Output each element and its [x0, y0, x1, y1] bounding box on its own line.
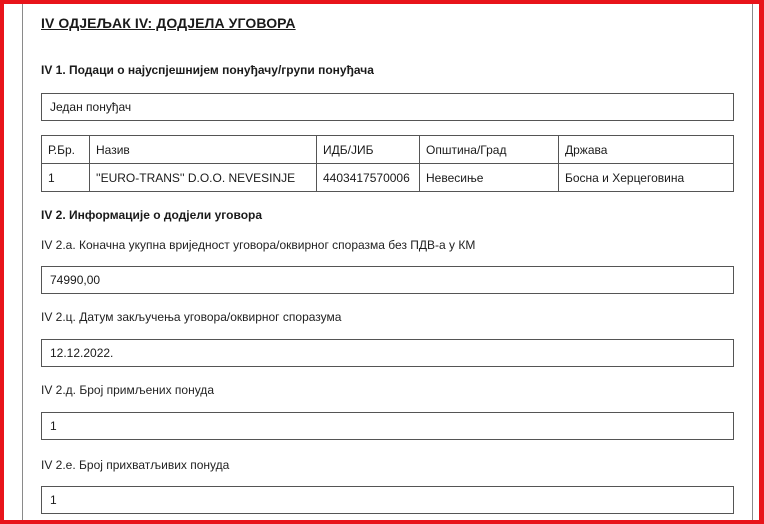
cell-name: ''EURO-TRANS'' D.O.O. NEVESINJE	[90, 164, 317, 192]
section-title: IV ОДЈЕЉАК IV: ДОДЈЕЛА УГОВОРА	[41, 15, 296, 31]
cell-id: 4403417570006	[317, 164, 420, 192]
col-header-number: Р.Бр.	[42, 136, 90, 164]
award-info-heading: IV 2. Информације о додјели уговора	[41, 208, 263, 222]
col-header-municipality: Општина/Град	[420, 136, 559, 164]
bidder-type-field: Један понуђач	[41, 93, 734, 121]
document-page	[22, 2, 753, 524]
col-header-name: Назив	[90, 136, 317, 164]
table-header-row	[42, 136, 734, 164]
contract-date-label: IV 2.ц. Датум закључења уговора/оквирног споразума	[41, 310, 342, 324]
contract-value-field: 74990,00	[41, 266, 734, 294]
table-row	[42, 164, 734, 192]
bidder-table	[41, 135, 734, 192]
offers-received-label: IV 2.д. Број примљених понуда	[41, 383, 214, 397]
bidder-info-heading: IV 1. Подаци о најуспјешнијем понуђачу/групи понуђача	[41, 63, 374, 77]
cell-number: 1	[42, 164, 90, 192]
acceptable-offers-field: 1	[41, 486, 734, 514]
contract-date-field: 12.12.2022.	[41, 339, 734, 367]
offers-received-field: 1	[41, 412, 734, 440]
cell-municipality: Невесиње	[420, 164, 559, 192]
acceptable-offers-label: IV 2.е. Број прихватљивих понуда	[41, 458, 230, 472]
col-header-id: ИДБ/ЈИБ	[317, 136, 420, 164]
col-header-country: Држава	[559, 136, 734, 164]
contract-value-label: IV 2.а. Коначна укупна вриједност уговора/оквирног споразма без ПДВ-а у КМ	[41, 238, 476, 252]
cell-country: Босна и Херцеговина	[559, 164, 734, 192]
